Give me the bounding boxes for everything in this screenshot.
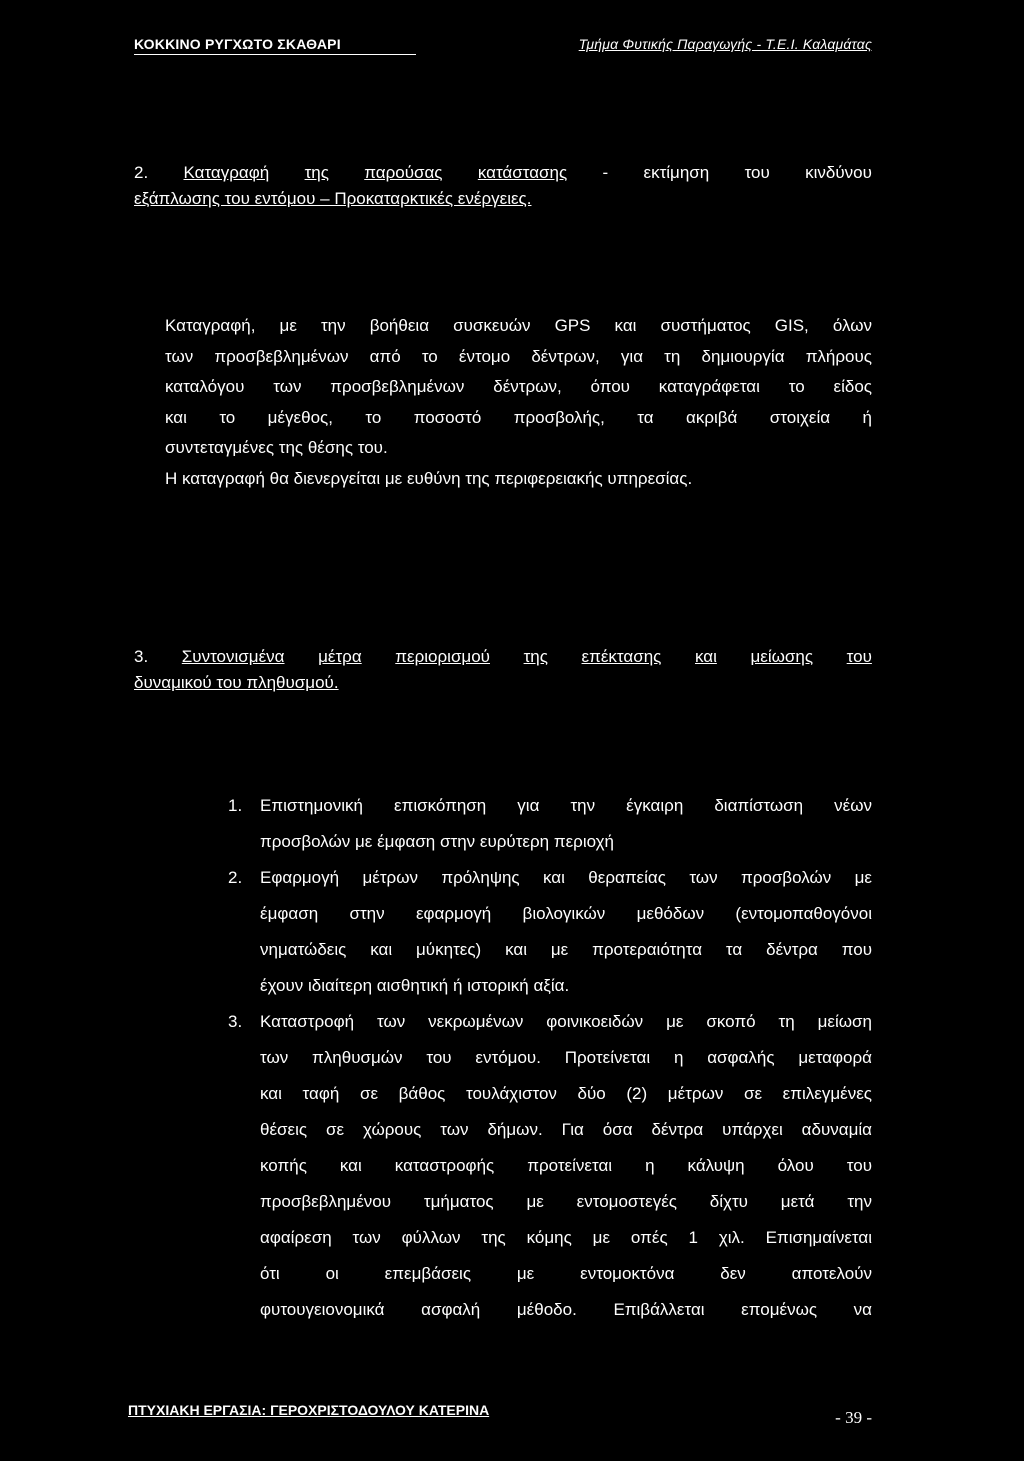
page-header [134,36,872,58]
heading-word: Καταγραφή [183,163,270,182]
footer-author: ΠΤΥΧΙΑΚΗ ΕΡΓΑΣΙΑ: ΓΕΡΟΧΡΙΣΤΟΔΟΥΛΟΥ ΚΑΤΕΡΙΝΑ [128,1402,490,1418]
heading-word: μέτρα [318,647,362,666]
header-department: Τμήμα Φυτικής Παραγωγής - Τ.Ε.Ι. Καλαμάτας [578,36,872,52]
list-item-line: κοπής και καταστροφής προτείνεται η κάλυψη όλου του [260,1156,872,1175]
paragraph-line: και το μέγεθος, το ποσοστό προσβολής, τα ακριβά στοιχεία ή [165,407,872,427]
paragraph-line: Η καταγραφή θα διενεργείται με ευθύνη της περιφερειακής υπηρεσίας. [165,468,693,488]
heading-word: - [602,163,609,182]
list-item-line: Επιστημονική επισκόπηση για την έγκαιρη διαπίστωση νέων [260,796,872,815]
heading-word: Συντονισμένα [181,647,285,666]
list-item-line: προσβολών με έμφαση στην ευρύτερη περιοχή [260,832,614,851]
heading-word: της [523,647,548,666]
measures-list [228,788,872,1328]
list-item [228,1004,872,1328]
header-rule [134,54,416,55]
heading-word: μείωσης [750,647,814,666]
list-item-line: και ταφή σε βάθος τουλάχιστον δύο (2) μέτρων σε επιλεγμένες [260,1084,872,1103]
paragraph-line: Καταγραφή, με την βοήθεια συσκευών GPS και συστήματος GIS, όλων [165,316,872,335]
list-item-line: έμφαση στην εφαρμογή βιολογικών μεθόδων (εντομοπαθογόνοι [260,904,872,923]
list-item-line: έχουν ιδιαίτερη αισθητική ή ιστορική αξία. [260,976,570,995]
heading-word: επέκτασης [581,647,662,666]
list-item-line: αφαίρεση των φύλλων της κόμης με οπές 1 χιλ. Επισημαίνεται [260,1228,872,1247]
page-number: - 39 - [835,1408,872,1427]
section-3-heading-line-2: δυναμικού του πληθυσμού. [134,673,339,692]
section-3-number: 3. [134,647,149,666]
section-3-heading [134,644,872,696]
list-item-line: ότι οι επεμβάσεις με εντομοκτόνα δεν αποτελούν [260,1264,872,1283]
heading-word: της [304,163,329,182]
list-item [228,788,872,860]
section-2-heading-line-2: εξάπλωσης του εντόμου – Προκαταρκτικές ενέργειες. [134,189,532,208]
paragraph-line: καταλόγου των προσβεβλημένων δέντρων, όπου καταγράφεται το είδος [165,377,872,397]
list-item-line: φυτουγειονομικά ασφαλή μέθοδο. Επιβάλλεται επομένως να [260,1300,872,1319]
list-item-number: 1. [228,796,243,815]
list-item-line: Εφαρμογή μέτρων πρόληψης και θεραπείας των προσβολών με [260,868,872,887]
heading-word: παρούσας [364,163,443,182]
header-title: ΚΟΚΚΙΝΟ ΡΥΓΧΩΤΟ ΣΚΑΘΑΡΙ [134,36,341,52]
heading-word: κατάστασης [477,163,568,182]
heading-word: περιορισμού [395,647,490,666]
heading-word: του [846,647,872,666]
list-item [228,860,872,1004]
list-item-number: 2. [228,868,243,887]
list-item-number: 3. [228,1012,243,1031]
heading-word: του [744,163,770,182]
heading-word: και [694,647,717,666]
list-item-line: νηματώδεις και μύκητες) και με προτεραιότητα τα δέντρα που [260,940,872,959]
page-footer [128,1402,872,1428]
list-item-line: θέσεις σε χώρους των δήμων. Για όσα δέντρα υπάρχει αδυναμία [260,1120,872,1139]
section-2-paragraph [165,311,872,495]
section-2-heading-line-1 [134,160,872,186]
section-2-heading [134,160,872,212]
section-3-heading-line-1 [134,644,872,670]
paragraph-line: συντεταγμένες της θέσης του. [165,438,388,458]
section-2-number: 2. [134,163,149,182]
paragraph-line: των προσβεβλημένων από το έντομο δέντρων, για τη δημιουργία πλήρους [165,346,872,366]
list-item-line: προσβεβλημένου τμήματος με εντομοστεγές δίχτυ μετά την [260,1192,872,1211]
heading-word: κινδύνου [805,163,872,182]
list-item-line: των πληθυσμών του εντόμου. Προτείνεται η ασφαλής μεταφορά [260,1048,872,1067]
list-item-line: Καταστροφή των νεκρωμένων φοινικοειδών με σκοπό τη μείωση [260,1012,872,1031]
heading-word: εκτίμηση [643,163,710,182]
